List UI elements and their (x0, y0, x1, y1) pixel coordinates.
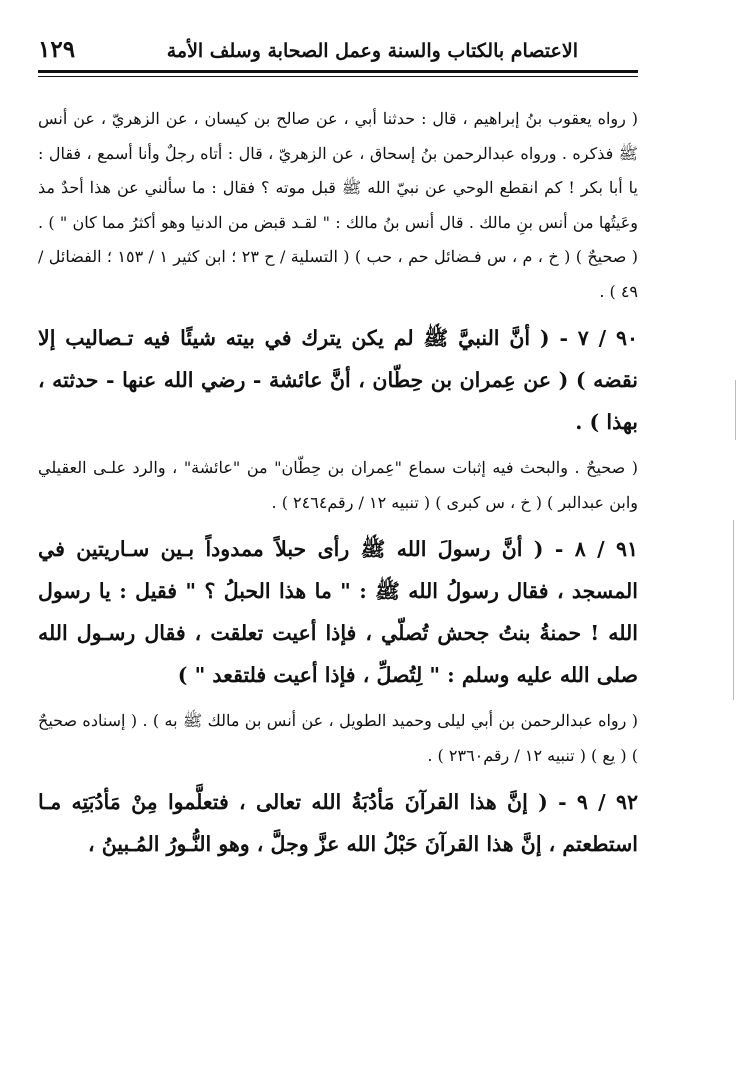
header-rule (38, 70, 638, 73)
paragraph-hadith-90: ٩٠ / ٧ - ( أنَّ النبيَّ ﷺ لم يكن يترك في بيته شيئًا فيه تـصاليب إلا نقضه ) ( عن عِمران بن حِطّان ، أنَّ عائشة - رضي الله عنها - حدثته ، بهذا ) . (38, 326, 638, 434)
paragraph-grading-90: ( صحيحٌ . والبحث فيه إثبات سماع "عِمران بن حِطّان" من "عائشة" ، والرد علـى العقيلي وابن عبدالبر ) ( خ ، س كبرى ) ( تنبيه ١٢ / رقم٢٤٦٤ ) . (38, 458, 638, 512)
page-body (38, 102, 638, 865)
header-rule-thin (38, 76, 638, 77)
running-title: الاعتصام بالكتاب والسنة وعمل الصحابة وسلف الأمة (166, 40, 578, 62)
book-page (38, 30, 638, 1070)
page-header (38, 30, 638, 68)
page-number: ١٢٩ (38, 36, 76, 63)
paragraph-hadith-92: ٩٢ / ٩ - ( إنَّ هذا القرآنَ مَأدُبَةُ الله تعالى ، فتعلَّموا مِنْ مَأدُبَتِه مـا استطعتم ، إنَّ هذا القرآنَ حَبْلُ الله عزَّ وجلَّ ، وهو النُّـورُ المُـبينُ ، (38, 790, 639, 856)
paragraph-hadith-91: ٩١ / ٨ - ( أنَّ رسولَ الله ﷺ رأى حبلاً ممدوداً بـين سـاريتين في المسجد ، فقال رسولُ الله ﷺ : " ما هذا الحبلُ ؟ " فقيل : يا رسول الله ! حمنةُ بنتُ جحش تُصلّي ، فإذا أعيت تعلقت ، فقال رسـول الله صلى الله عليه وسلم : " لِتُصلِّ ، فإذا أعيت فلتقعد " ) (38, 537, 638, 687)
scan-speck (735, 380, 736, 440)
scan-speck (733, 520, 734, 700)
paragraph-narration-89: ( رواه يعقوب بنُ إبراهيم ، قال : حدثنا أبي ، عن صالح بن كيسان ، عن الزهريّ ، عن أنس ﷺ فذكره . ورواه عبدالرحمن بنُ إسحاق ، عن الزهريّ ، قال : أتاه رجلٌ وأنا أسمع ، فقال : يا أبا بكر ! كم انقطع الوحي عن نبيّ الله ﷺ قبل موته ؟ فقال : ما سألني عن هذا أحدٌ مذ وعَيتُها من أنس بنِ مالك . قال أنس بنُ مالك : " لقـد قبض من الدنيا وهو أكثرُ مما كان " ) . ( صحيحٌ ) ( خ ، م ، س فـضائل حم ، حب ) ( التسلية / ح ٢٣ ؛ ابن كثير ١ / ١٥٣ ؛ الفضائل / ٤٩ ) . (38, 109, 639, 301)
paragraph-narration-91: ( رواه عبدالرحمن بن أبي ليلى وحميد الطويل ، عن أنس بن مالك ﷺ به ) . ( إسناده صحيحٌ ) ( يع ) ( تنبيه ١٢ / رقم٢٣٦٠ ) . (38, 711, 638, 765)
